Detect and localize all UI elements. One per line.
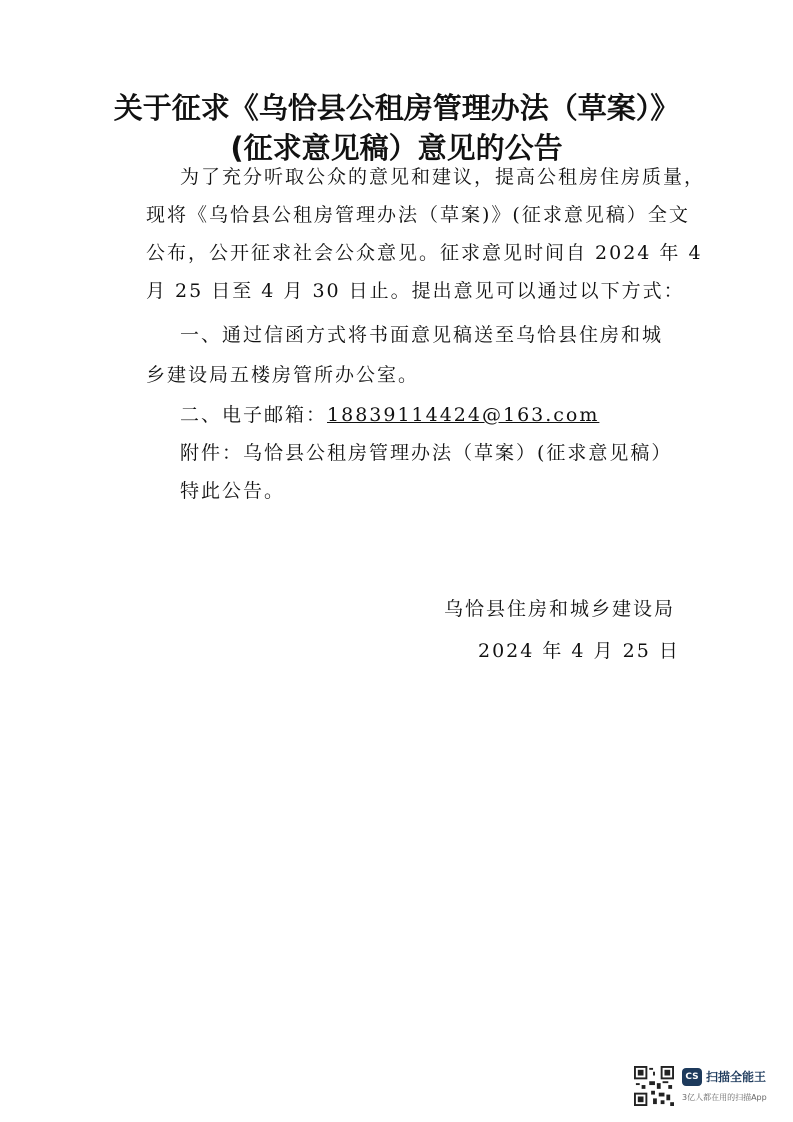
- email-label: 二、电子邮箱：: [180, 404, 328, 426]
- body-line-2: 现将《乌恰县公租房管理办法（草案)》(征求意见稿）全文: [146, 204, 690, 226]
- body-line-1: 为了充分听取公众的意见和建议，提高公租房住房质量，: [180, 166, 706, 188]
- body-line-3: 公布，公开征求社会公众意见。征求意见时间自 2024 年 4: [146, 242, 703, 264]
- email-line: [180, 396, 599, 434]
- body-line-5: 一、通过信函方式将书面意见稿送至乌恰县住房和城: [180, 324, 664, 346]
- scanner-watermark: [634, 1066, 784, 1110]
- closing-line: 特此公告。: [180, 480, 286, 502]
- email-link[interactable]: 18839114424@163.com: [327, 404, 600, 426]
- qr-code-icon: [634, 1066, 674, 1106]
- scanner-tagline: 3亿人都在用的扫描App: [682, 1093, 767, 1102]
- body-line-4: 月 25 日至 4 月 30 日止。提出意见可以通过以下方式：: [146, 280, 685, 302]
- signature-org: 乌恰县住房和城乡建设局: [444, 598, 676, 620]
- camscanner-logo-icon: CS: [682, 1068, 702, 1086]
- body-line-6: 乡建设局五楼房管所办公室。: [146, 364, 420, 386]
- attachment-line: 附件：乌恰县公租房管理办法（草案）(征求意见稿）: [180, 442, 673, 464]
- scanner-app-name: 扫描全能王: [706, 1070, 767, 1084]
- title-line-1: 关于征求《乌恰县公租房管理办法（草案）》: [113, 91, 680, 125]
- signature-date: 2024 年 4 月 25 日: [478, 640, 680, 662]
- title-line-2: (征求意见稿）意见的公告: [230, 131, 563, 165]
